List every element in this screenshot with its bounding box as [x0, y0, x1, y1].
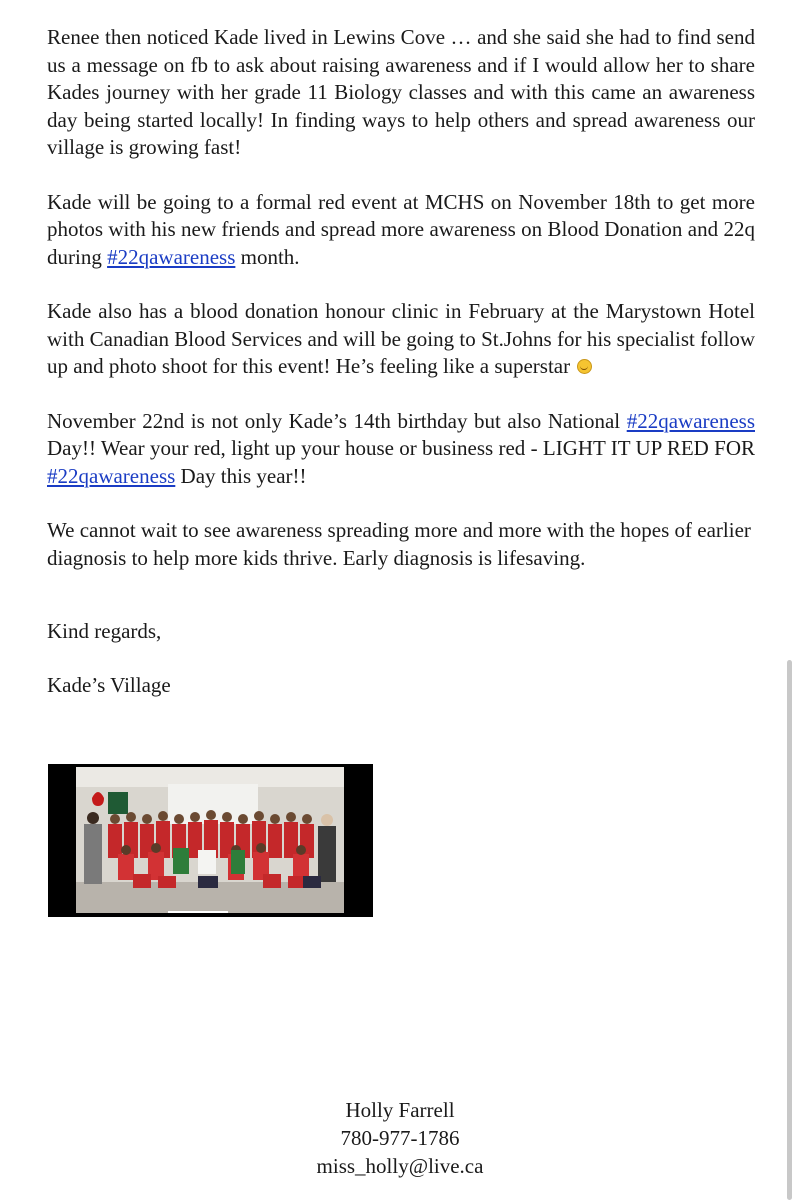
- paragraph-4-text-c: Day this year!!: [175, 463, 307, 488]
- hashtag-link[interactable]: #22qawareness: [626, 408, 755, 433]
- group-photo-image: [48, 764, 373, 917]
- paragraph-4-text-a: November 22nd is not only Kade’s 14th birthday but also National: [47, 408, 627, 433]
- sender-name: Kade’s Village: [47, 672, 171, 697]
- grinning-face-icon: [577, 359, 592, 374]
- paragraph-2: [47, 189, 755, 272]
- signature-email[interactable]: miss_holly@live.ca: [316, 1154, 484, 1178]
- letter-body: [47, 24, 755, 699]
- paragraph-1: Renee then noticed Kade lived in Lewins Cove … and she said she had to find send us a message on fb to ask about raising awareness and if I would allow her to share Kades journey with her grade 11 Biology classes and with this came an awareness day being started locally! In finding ways to help others and spread awareness our village is growing fast!: [47, 25, 755, 159]
- paragraph-4: [47, 408, 755, 491]
- paragraph-3: [47, 298, 755, 381]
- hashtag-link[interactable]: #22qawareness: [107, 244, 236, 269]
- signature-block: [300, 1096, 500, 1180]
- signature-phone[interactable]: 780-977-1786: [340, 1126, 460, 1150]
- paragraph-3-text: Kade also has a blood donation honour clinic in February at the Marystown Hotel with Canadian Blood Services and will be going to St.Johns for his specialist follow up and photo shoot for this event! He’s feeling like a superstar: [47, 299, 755, 378]
- paragraph-4-text-b: Day!! Wear your red, light up your house or business red - LIGHT IT UP RED FOR: [47, 436, 755, 460]
- paragraph-2-text-b: month.: [235, 244, 300, 269]
- closing-line: Kind regards,: [47, 619, 162, 643]
- paragraph-2-text-a: Kade will be going to a formal red event at MCHS on November 18th to get more photos with his new friends and spread more awareness on Blood Donation and 22q during: [47, 189, 755, 269]
- group-photo[interactable]: [48, 764, 373, 917]
- hashtag-link[interactable]: #22qawareness: [47, 463, 176, 488]
- signature-name: Holly Farrell: [345, 1098, 455, 1122]
- scrollbar[interactable]: [787, 660, 792, 1200]
- paragraph-5: We cannot wait to see awareness spreading more and more with the hopes of earlier diagnosis to help more kids thrive. Early diagnosis is lifesaving.: [47, 518, 751, 570]
